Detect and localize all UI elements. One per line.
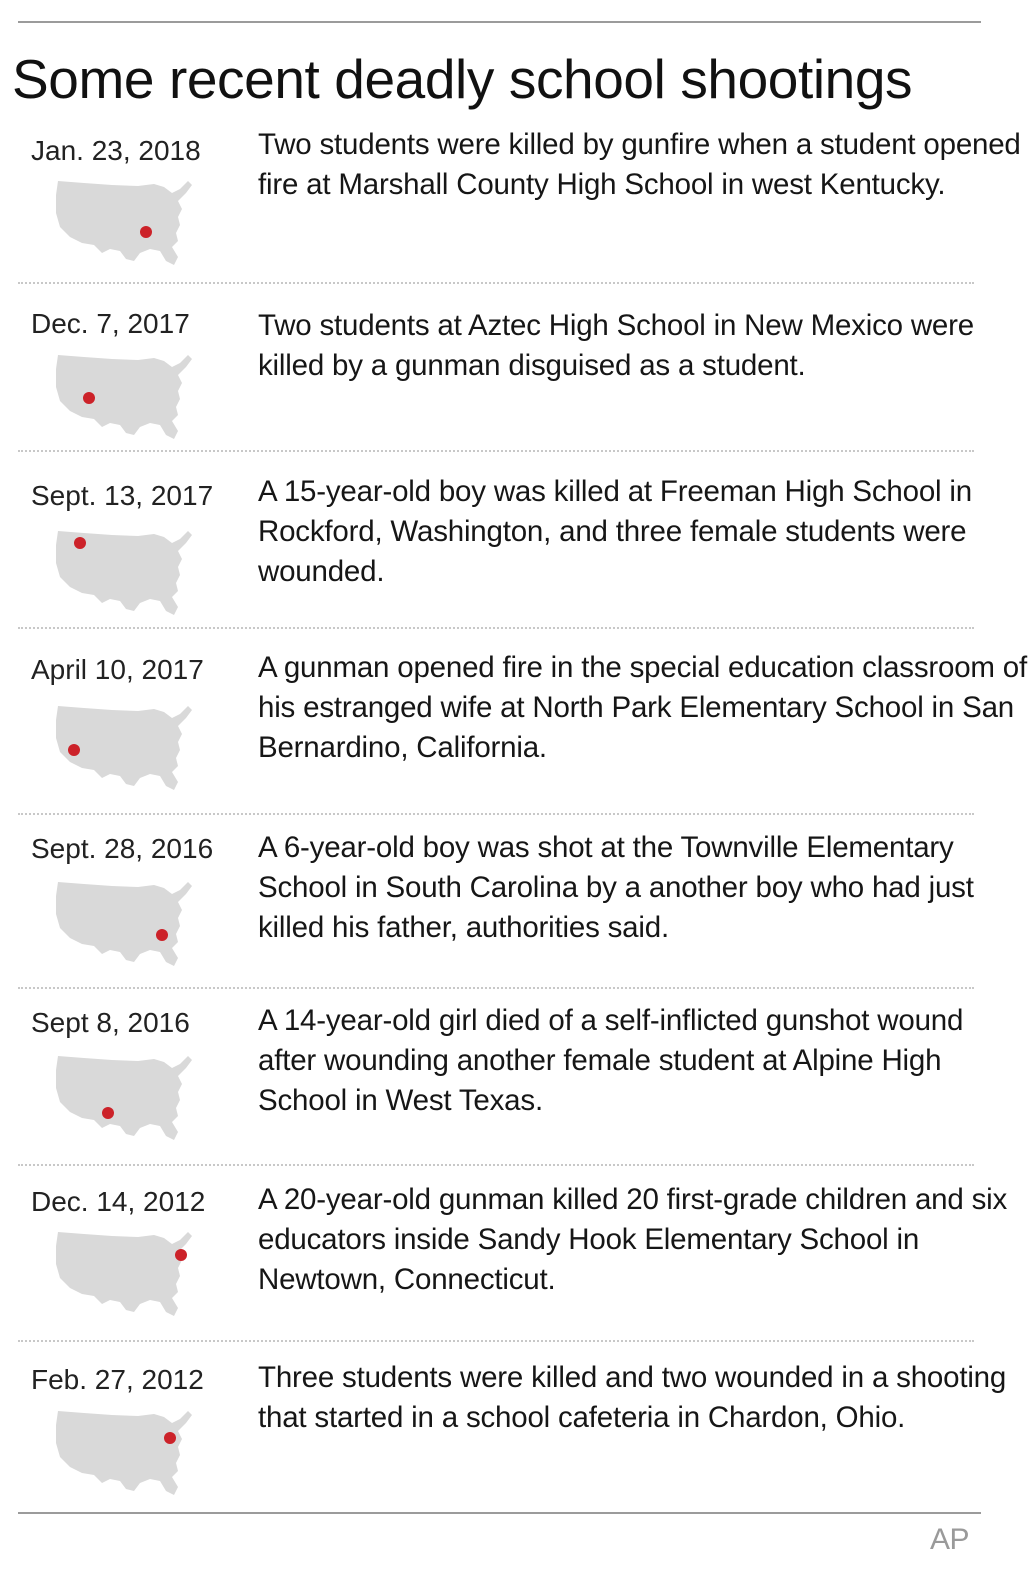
separator xyxy=(18,282,974,284)
entry-description: A 6-year-old boy was shot at the Townville Elementary School in South Carolina by a another boy who had just killed his father, authorities said. xyxy=(258,831,974,944)
separator xyxy=(18,1164,974,1166)
separator xyxy=(18,1340,974,1342)
us-map-icon xyxy=(54,1226,198,1318)
us-map-icon xyxy=(54,700,198,792)
entry-date: Dec. 14, 2012 xyxy=(31,1186,206,1217)
entry-date: Sept 8, 2016 xyxy=(31,1007,190,1038)
separator xyxy=(18,627,974,629)
location-marker xyxy=(68,744,80,756)
location-marker xyxy=(156,929,168,941)
entry-description: A 15-year-old boy was killed at Freeman High School in Rockford, Washington, and three female students were wounded. xyxy=(258,475,972,588)
location-marker xyxy=(140,226,152,238)
us-map-icon xyxy=(54,1405,198,1497)
location-marker xyxy=(83,392,95,404)
separator xyxy=(18,813,974,815)
entry-date: Feb. 27, 2012 xyxy=(31,1364,204,1395)
us-map-icon xyxy=(54,1050,198,1142)
us-map-shape xyxy=(56,1232,192,1316)
us-map-shape xyxy=(56,1056,192,1140)
entry-date: April 10, 2017 xyxy=(31,654,204,685)
location-marker xyxy=(74,537,86,549)
entry-description: Three students were killed and two wounded in a shooting that started in a school cafeteria in Chardon, Ohio. xyxy=(258,1361,1007,1434)
entry-date: Dec. 7, 2017 xyxy=(31,308,190,339)
us-map-icon xyxy=(54,876,198,968)
us-map-shape xyxy=(56,181,192,265)
entry-description: Two students were killed by gunfire when a student opened fire at Marshall County High School in west Kentucky. xyxy=(258,128,1021,201)
entry-description: A 20-year-old gunman killed 20 first-grade children and six educators inside Sandy Hook Elementary School in Newtown, Connecticut. xyxy=(258,1183,1008,1296)
us-map-shape xyxy=(56,1411,192,1495)
entry-date: Sept. 13, 2017 xyxy=(31,480,214,511)
entry-description: A 14-year-old girl died of a self-inflicted gunshot wound after wounding another female student at Alpine High School in West Texas. xyxy=(258,1004,964,1117)
entry-description: Two students at Aztec High School in New Mexico were killed by a gunman disguised as a student. xyxy=(258,309,974,382)
location-marker xyxy=(175,1249,187,1261)
entry-date: Sept. 28, 2016 xyxy=(31,833,214,864)
us-map-icon xyxy=(54,525,198,617)
page-title: Some recent deadly school shootings xyxy=(12,48,913,110)
us-map-icon xyxy=(54,349,198,441)
credit: AP xyxy=(930,1523,970,1556)
us-map-shape xyxy=(56,882,192,966)
us-map-shape xyxy=(56,355,192,439)
separator xyxy=(18,987,974,989)
location-marker xyxy=(164,1432,176,1444)
entry-date: Jan. 23, 2018 xyxy=(31,135,201,166)
top-rule xyxy=(18,21,981,23)
us-map-icon xyxy=(54,175,198,267)
location-marker xyxy=(102,1107,114,1119)
entry-description: A gunman opened fire in the special education classroom of his estranged wife at North Park Elementary School in San Bernardino, California. xyxy=(258,651,1027,764)
bottom-rule xyxy=(18,1512,981,1514)
separator xyxy=(18,450,974,452)
